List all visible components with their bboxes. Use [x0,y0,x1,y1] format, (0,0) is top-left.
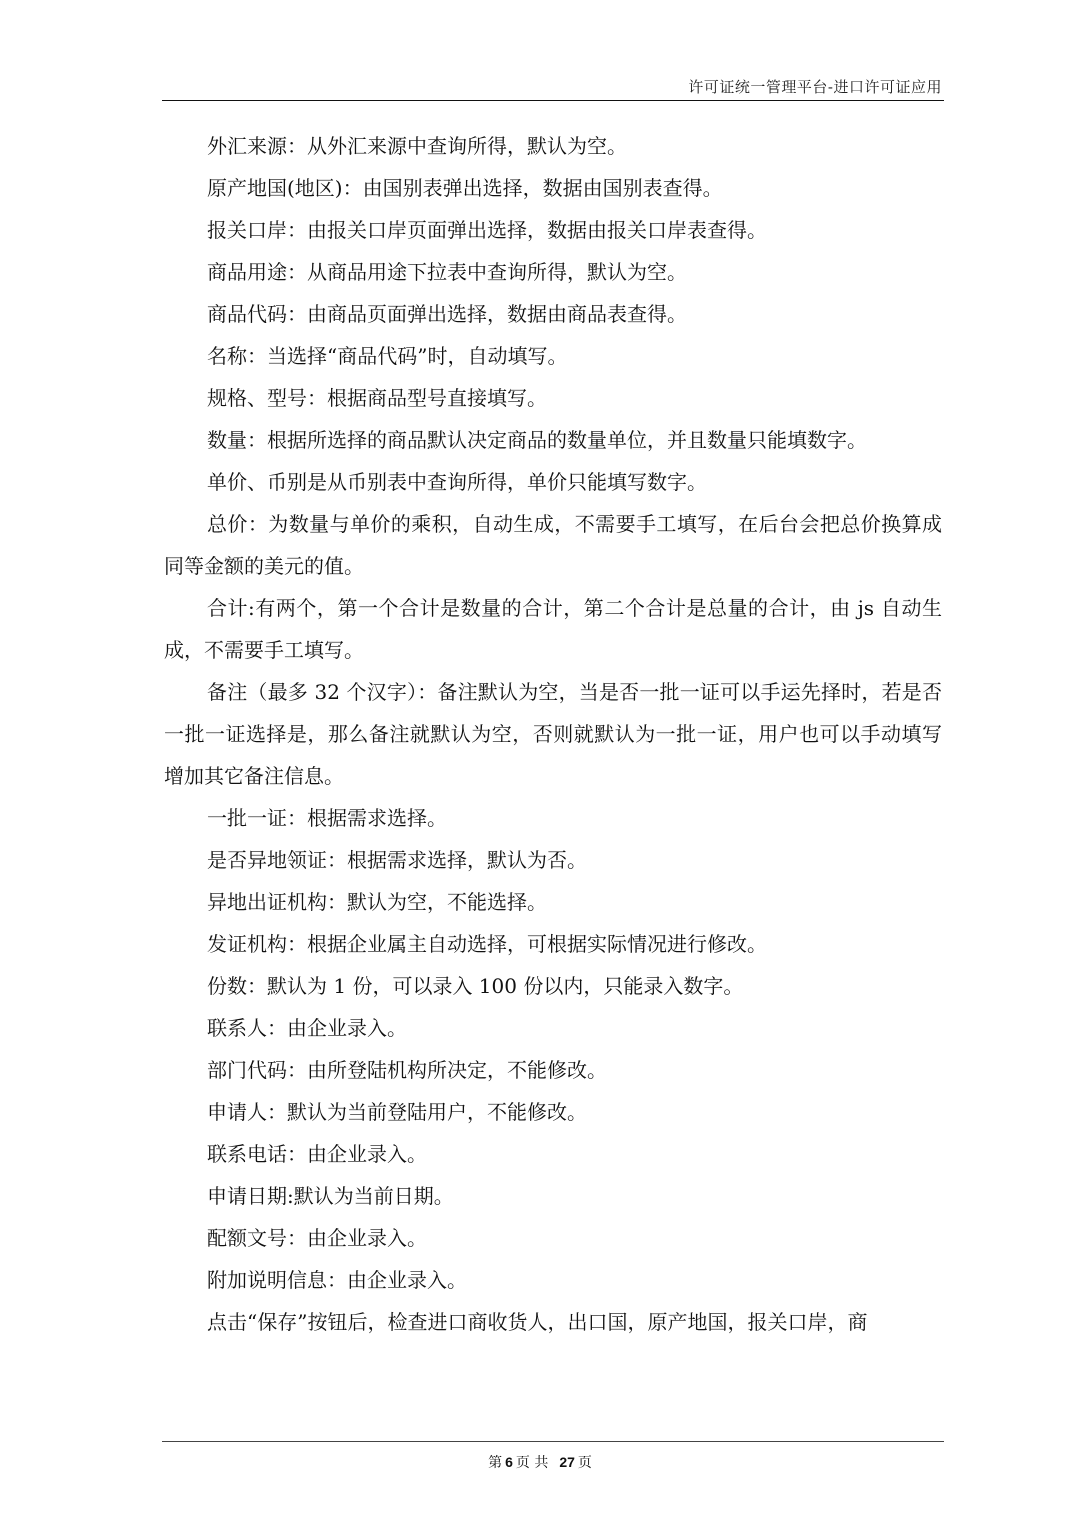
paragraph: 商品代码：由商品页面弹出选择，数据由商品表查得。 [207,302,687,326]
paragraph: 单价、币别是从币别表中查询所得，单价只能填写数字。 [207,470,707,494]
paragraph: 异地出证机构：默认为空，不能选择。 [207,890,547,914]
paragraph: 规格、型号：根据商品型号直接填写。 [207,386,547,410]
page-total: 27 [559,1454,575,1470]
paragraph: 附加说明信息：由企业录入。 [207,1268,467,1292]
paragraph: 申请人：默认为当前登陆用户，不能修改。 [207,1100,587,1124]
paragraph: 名称：当选择“商品代码”时，自动填写。 [207,344,568,368]
paragraph: 是否异地领证：根据需求选择，默认为否。 [207,848,587,872]
paragraph: 联系人：由企业录入。 [207,1016,407,1040]
footer-divider [162,1441,944,1442]
page-number: 6 [505,1454,513,1470]
paragraph: 发证机构：根据企业属主自动选择，可根据实际情况进行修改。 [207,932,767,956]
page-suffix: 页 [577,1455,592,1471]
paragraph: 联系电话：由企业录入。 [207,1142,427,1166]
paragraph: 数量：根据所选择的商品默认决定商品的数量单位，并且数量只能填数字。 [207,428,867,452]
paragraph: 份数：默认为 1 份，可以录入 100 份以内，只能录入数字。 [207,974,744,998]
paragraph: 总价：为数量与单价的乘积，自动生成，不需要手工填写，在后台会把总价换算成同等金额的美元的值。 [164,512,942,578]
page-footer [0,1452,1080,1472]
running-header: 许可证统一管理平台-进口许可证应用 [688,78,942,96]
document-body [164,125,942,1343]
paragraph: 原产地国(地区)：由国别表弹出选择，数据由国别表查得。 [207,176,723,200]
page-mid-text: 页 共 [515,1455,549,1471]
paragraph: 报关口岸：由报关口岸页面弹出选择，数据由报关口岸表查得。 [207,218,767,242]
paragraph: 部门代码：由所登陆机构所决定，不能修改。 [207,1058,607,1082]
paragraph: 配额文号：由企业录入。 [207,1226,427,1250]
paragraph: 备注（最多 32 个汉字）：备注默认为空，当是否一批一证可以手运先择时，若是否一批一证选择是，那么备注就默认为空，否则就默认为一批一证，用户也可以手动填写增加其它备注信息。 [164,680,942,788]
page-prefix: 第 [488,1455,503,1471]
paragraph: 点击“保存”按钮后，检查进口商收货人，出口国，原产地国，报关口岸，商 [207,1310,868,1334]
paragraph: 一批一证：根据需求选择。 [207,806,447,830]
paragraph: 外汇来源：从外汇来源中查询所得，默认为空。 [207,134,627,158]
paragraph: 商品用途：从商品用途下拉表中查询所得，默认为空。 [207,260,687,284]
header-divider [162,100,944,101]
paragraph: 申请日期:默认为当前日期。 [207,1184,454,1208]
paragraph: 合计:有两个，第一个合计是数量的合计，第二个合计是总量的合计，由 js 自动生成，不需要手工填写。 [164,596,942,662]
